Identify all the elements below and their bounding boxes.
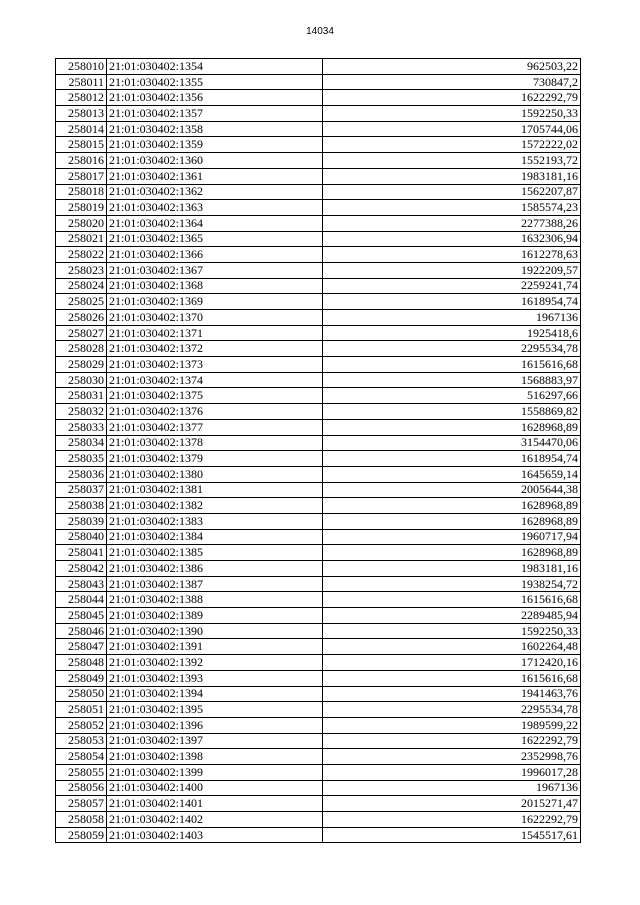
row-number-cell: 258054	[56, 749, 107, 765]
cadastral-number-cell: 21:01:030402:1370	[107, 310, 323, 326]
table-row	[56, 529, 581, 545]
table-row	[56, 325, 581, 341]
table-row	[56, 310, 581, 326]
table-row	[56, 686, 581, 702]
cadastral-number-cell: 21:01:030402:1391	[107, 639, 323, 655]
table-row	[56, 435, 581, 451]
cadastral-value-cell: 1941463,76	[323, 686, 581, 702]
table-row	[56, 341, 581, 357]
table-row	[56, 482, 581, 498]
cadastral-number-cell: 21:01:030402:1373	[107, 357, 323, 373]
table-row	[56, 90, 581, 106]
cadastral-value-cell: 1615616,68	[323, 670, 581, 686]
table-row	[56, 545, 581, 561]
cadastral-number-cell: 21:01:030402:1357	[107, 106, 323, 122]
table-row	[56, 623, 581, 639]
table-row	[56, 168, 581, 184]
cadastral-number-cell: 21:01:030402:1374	[107, 372, 323, 388]
cadastral-value-cell: 1967136	[323, 780, 581, 796]
cadastral-number-cell: 21:01:030402:1401	[107, 796, 323, 812]
table-row	[56, 655, 581, 671]
row-number-cell: 258048	[56, 655, 107, 671]
row-number-cell: 258016	[56, 153, 107, 169]
row-number-cell: 258046	[56, 623, 107, 639]
row-number-cell: 258011	[56, 74, 107, 90]
cadastral-number-cell: 21:01:030402:1393	[107, 670, 323, 686]
row-number-cell: 258019	[56, 200, 107, 216]
table-row	[56, 466, 581, 482]
cadastral-number-cell: 21:01:030402:1366	[107, 247, 323, 263]
table-row	[56, 749, 581, 765]
table-row	[56, 670, 581, 686]
cadastral-value-cell: 730847,2	[323, 74, 581, 90]
row-number-cell: 258053	[56, 733, 107, 749]
cadastral-value-cell: 1592250,33	[323, 623, 581, 639]
cadastral-number-cell: 21:01:030402:1364	[107, 215, 323, 231]
table-row	[56, 639, 581, 655]
cadastral-value-cell: 2289485,94	[323, 608, 581, 624]
row-number-cell: 258029	[56, 357, 107, 373]
cadastral-number-cell: 21:01:030402:1359	[107, 137, 323, 153]
cadastral-number-cell: 21:01:030402:1355	[107, 74, 323, 90]
cadastral-value-cell: 1922209,57	[323, 262, 581, 278]
cadastral-number-cell: 21:01:030402:1365	[107, 231, 323, 247]
table-row	[56, 780, 581, 796]
cadastral-value-table	[55, 58, 581, 843]
cadastral-number-cell: 21:01:030402:1376	[107, 404, 323, 420]
cadastral-value-cell: 1712420,16	[323, 655, 581, 671]
cadastral-number-cell: 21:01:030402:1367	[107, 262, 323, 278]
table-row	[56, 184, 581, 200]
row-number-cell: 258051	[56, 702, 107, 718]
row-number-cell: 258038	[56, 498, 107, 514]
table-row	[56, 388, 581, 404]
cadastral-value-cell: 1628968,89	[323, 513, 581, 529]
cadastral-value-cell: 1622292,79	[323, 90, 581, 106]
row-number-cell: 258030	[56, 372, 107, 388]
table-row	[56, 106, 581, 122]
row-number-cell: 258039	[56, 513, 107, 529]
cadastral-number-cell: 21:01:030402:1400	[107, 780, 323, 796]
cadastral-number-cell: 21:01:030402:1380	[107, 466, 323, 482]
cadastral-value-cell: 1705744,06	[323, 121, 581, 137]
cadastral-value-cell: 962503,22	[323, 59, 581, 75]
cadastral-number-cell: 21:01:030402:1363	[107, 200, 323, 216]
row-number-cell: 258037	[56, 482, 107, 498]
table-row	[56, 796, 581, 812]
cadastral-number-cell: 21:01:030402:1399	[107, 764, 323, 780]
cadastral-value-cell: 2015271,47	[323, 796, 581, 812]
cadastral-number-cell: 21:01:030402:1385	[107, 545, 323, 561]
cadastral-number-cell: 21:01:030402:1397	[107, 733, 323, 749]
page-number: 14034	[306, 26, 334, 37]
row-number-cell: 258035	[56, 451, 107, 467]
table-row	[56, 827, 581, 843]
row-number-cell: 258027	[56, 325, 107, 341]
row-number-cell: 258022	[56, 247, 107, 263]
cadastral-value-cell: 1562207,87	[323, 184, 581, 200]
cadastral-number-cell: 21:01:030402:1383	[107, 513, 323, 529]
row-number-cell: 258018	[56, 184, 107, 200]
cadastral-number-cell: 21:01:030402:1358	[107, 121, 323, 137]
table-row	[56, 262, 581, 278]
table-row	[56, 294, 581, 310]
cadastral-number-cell: 21:01:030402:1392	[107, 655, 323, 671]
cadastral-value-cell: 1938254,72	[323, 576, 581, 592]
cadastral-number-cell: 21:01:030402:1395	[107, 702, 323, 718]
cadastral-value-cell: 2277388,26	[323, 215, 581, 231]
cadastral-value-cell: 1645659,14	[323, 466, 581, 482]
cadastral-number-cell: 21:01:030402:1396	[107, 717, 323, 733]
row-number-cell: 258021	[56, 231, 107, 247]
cadastral-value-cell: 1628968,89	[323, 498, 581, 514]
cadastral-value-cell: 3154470,06	[323, 435, 581, 451]
table-row	[56, 153, 581, 169]
cadastral-value-cell: 1615616,68	[323, 357, 581, 373]
cadastral-value-cell: 1568883,97	[323, 372, 581, 388]
cadastral-value-cell: 1615616,68	[323, 592, 581, 608]
table-row	[56, 372, 581, 388]
row-number-cell: 258045	[56, 608, 107, 624]
table-row	[56, 137, 581, 153]
table-row	[56, 812, 581, 828]
row-number-cell: 258020	[56, 215, 107, 231]
row-number-cell: 258058	[56, 812, 107, 828]
table-row	[56, 561, 581, 577]
row-number-cell: 258057	[56, 796, 107, 812]
row-number-cell: 258052	[56, 717, 107, 733]
cadastral-value-cell: 1996017,28	[323, 764, 581, 780]
row-number-cell: 258010	[56, 59, 107, 75]
cadastral-value-cell: 1989599,22	[323, 717, 581, 733]
row-number-cell: 258040	[56, 529, 107, 545]
cadastral-value-cell: 1612278,63	[323, 247, 581, 263]
cadastral-value-cell: 1592250,33	[323, 106, 581, 122]
cadastral-value-cell: 1967136	[323, 310, 581, 326]
table-row	[56, 215, 581, 231]
row-number-cell: 258013	[56, 106, 107, 122]
cadastral-number-cell: 21:01:030402:1377	[107, 419, 323, 435]
row-number-cell: 258033	[56, 419, 107, 435]
table-row	[56, 451, 581, 467]
cadastral-number-cell: 21:01:030402:1394	[107, 686, 323, 702]
table-body	[56, 59, 581, 843]
row-number-cell: 258050	[56, 686, 107, 702]
table-row	[56, 404, 581, 420]
cadastral-value-cell: 1618954,74	[323, 451, 581, 467]
cadastral-number-cell: 21:01:030402:1388	[107, 592, 323, 608]
row-number-cell: 258017	[56, 168, 107, 184]
cadastral-number-cell: 21:01:030402:1403	[107, 827, 323, 843]
table-row	[56, 121, 581, 137]
cadastral-value-cell: 1628968,89	[323, 419, 581, 435]
row-number-cell: 258049	[56, 670, 107, 686]
cadastral-number-cell: 21:01:030402:1375	[107, 388, 323, 404]
table-row	[56, 764, 581, 780]
cadastral-number-cell: 21:01:030402:1379	[107, 451, 323, 467]
table-row	[56, 608, 581, 624]
table-row	[56, 733, 581, 749]
row-number-cell: 258043	[56, 576, 107, 592]
cadastral-number-cell: 21:01:030402:1378	[107, 435, 323, 451]
cadastral-number-cell: 21:01:030402:1354	[107, 59, 323, 75]
cadastral-number-cell: 21:01:030402:1384	[107, 529, 323, 545]
cadastral-value-cell: 2259241,74	[323, 278, 581, 294]
row-number-cell: 258059	[56, 827, 107, 843]
table-row	[56, 419, 581, 435]
row-number-cell: 258031	[56, 388, 107, 404]
row-number-cell: 258015	[56, 137, 107, 153]
cadastral-number-cell: 21:01:030402:1390	[107, 623, 323, 639]
cadastral-value-cell: 1983181,16	[323, 168, 581, 184]
cadastral-number-cell: 21:01:030402:1386	[107, 561, 323, 577]
cadastral-number-cell: 21:01:030402:1362	[107, 184, 323, 200]
cadastral-number-cell: 21:01:030402:1356	[107, 90, 323, 106]
cadastral-number-cell: 21:01:030402:1361	[107, 168, 323, 184]
row-number-cell: 258023	[56, 262, 107, 278]
row-number-cell: 258014	[56, 121, 107, 137]
row-number-cell: 258034	[56, 435, 107, 451]
cadastral-value-cell: 2295534,78	[323, 702, 581, 718]
cadastral-value-cell: 1572222,02	[323, 137, 581, 153]
row-number-cell: 258036	[56, 466, 107, 482]
cadastral-number-cell: 21:01:030402:1402	[107, 812, 323, 828]
cadastral-value-cell: 1622292,79	[323, 733, 581, 749]
cadastral-number-cell: 21:01:030402:1371	[107, 325, 323, 341]
cadastral-value-cell: 1632306,94	[323, 231, 581, 247]
row-number-cell: 258026	[56, 310, 107, 326]
table-row	[56, 576, 581, 592]
cadastral-number-cell: 21:01:030402:1372	[107, 341, 323, 357]
table-row	[56, 74, 581, 90]
cadastral-number-cell: 21:01:030402:1382	[107, 498, 323, 514]
cadastral-value-cell: 1585574,23	[323, 200, 581, 216]
row-number-cell: 258055	[56, 764, 107, 780]
table-row	[56, 200, 581, 216]
cadastral-number-cell: 21:01:030402:1369	[107, 294, 323, 310]
row-number-cell: 258042	[56, 561, 107, 577]
cadastral-number-cell: 21:01:030402:1360	[107, 153, 323, 169]
cadastral-value-cell: 1925418,6	[323, 325, 581, 341]
cadastral-value-cell: 1618954,74	[323, 294, 581, 310]
row-number-cell: 258047	[56, 639, 107, 655]
table-row	[56, 231, 581, 247]
row-number-cell: 258041	[56, 545, 107, 561]
cadastral-value-cell: 1622292,79	[323, 812, 581, 828]
cadastral-number-cell: 21:01:030402:1389	[107, 608, 323, 624]
cadastral-value-cell: 1552193,72	[323, 153, 581, 169]
table-row	[56, 247, 581, 263]
cadastral-value-cell: 1558869,82	[323, 404, 581, 420]
cadastral-value-cell: 516297,66	[323, 388, 581, 404]
table-row	[56, 59, 581, 75]
row-number-cell: 258056	[56, 780, 107, 796]
cadastral-value-cell: 1602264,48	[323, 639, 581, 655]
row-number-cell: 258012	[56, 90, 107, 106]
table-row	[56, 357, 581, 373]
row-number-cell: 258044	[56, 592, 107, 608]
row-number-cell: 258024	[56, 278, 107, 294]
row-number-cell: 258028	[56, 341, 107, 357]
cadastral-number-cell: 21:01:030402:1368	[107, 278, 323, 294]
cadastral-value-cell: 1983181,16	[323, 561, 581, 577]
cadastral-value-cell: 2295534,78	[323, 341, 581, 357]
row-number-cell: 258025	[56, 294, 107, 310]
cadastral-value-cell: 1628968,89	[323, 545, 581, 561]
table-row	[56, 278, 581, 294]
cadastral-number-cell: 21:01:030402:1398	[107, 749, 323, 765]
cadastral-number-cell: 21:01:030402:1387	[107, 576, 323, 592]
table-row	[56, 592, 581, 608]
cadastral-value-cell: 1545517,61	[323, 827, 581, 843]
table-row	[56, 717, 581, 733]
row-number-cell: 258032	[56, 404, 107, 420]
table-row	[56, 498, 581, 514]
table-row	[56, 702, 581, 718]
cadastral-value-cell: 1960717,94	[323, 529, 581, 545]
cadastral-value-cell: 2005644,38	[323, 482, 581, 498]
table-row	[56, 513, 581, 529]
cadastral-value-cell: 2352998,76	[323, 749, 581, 765]
cadastral-number-cell: 21:01:030402:1381	[107, 482, 323, 498]
